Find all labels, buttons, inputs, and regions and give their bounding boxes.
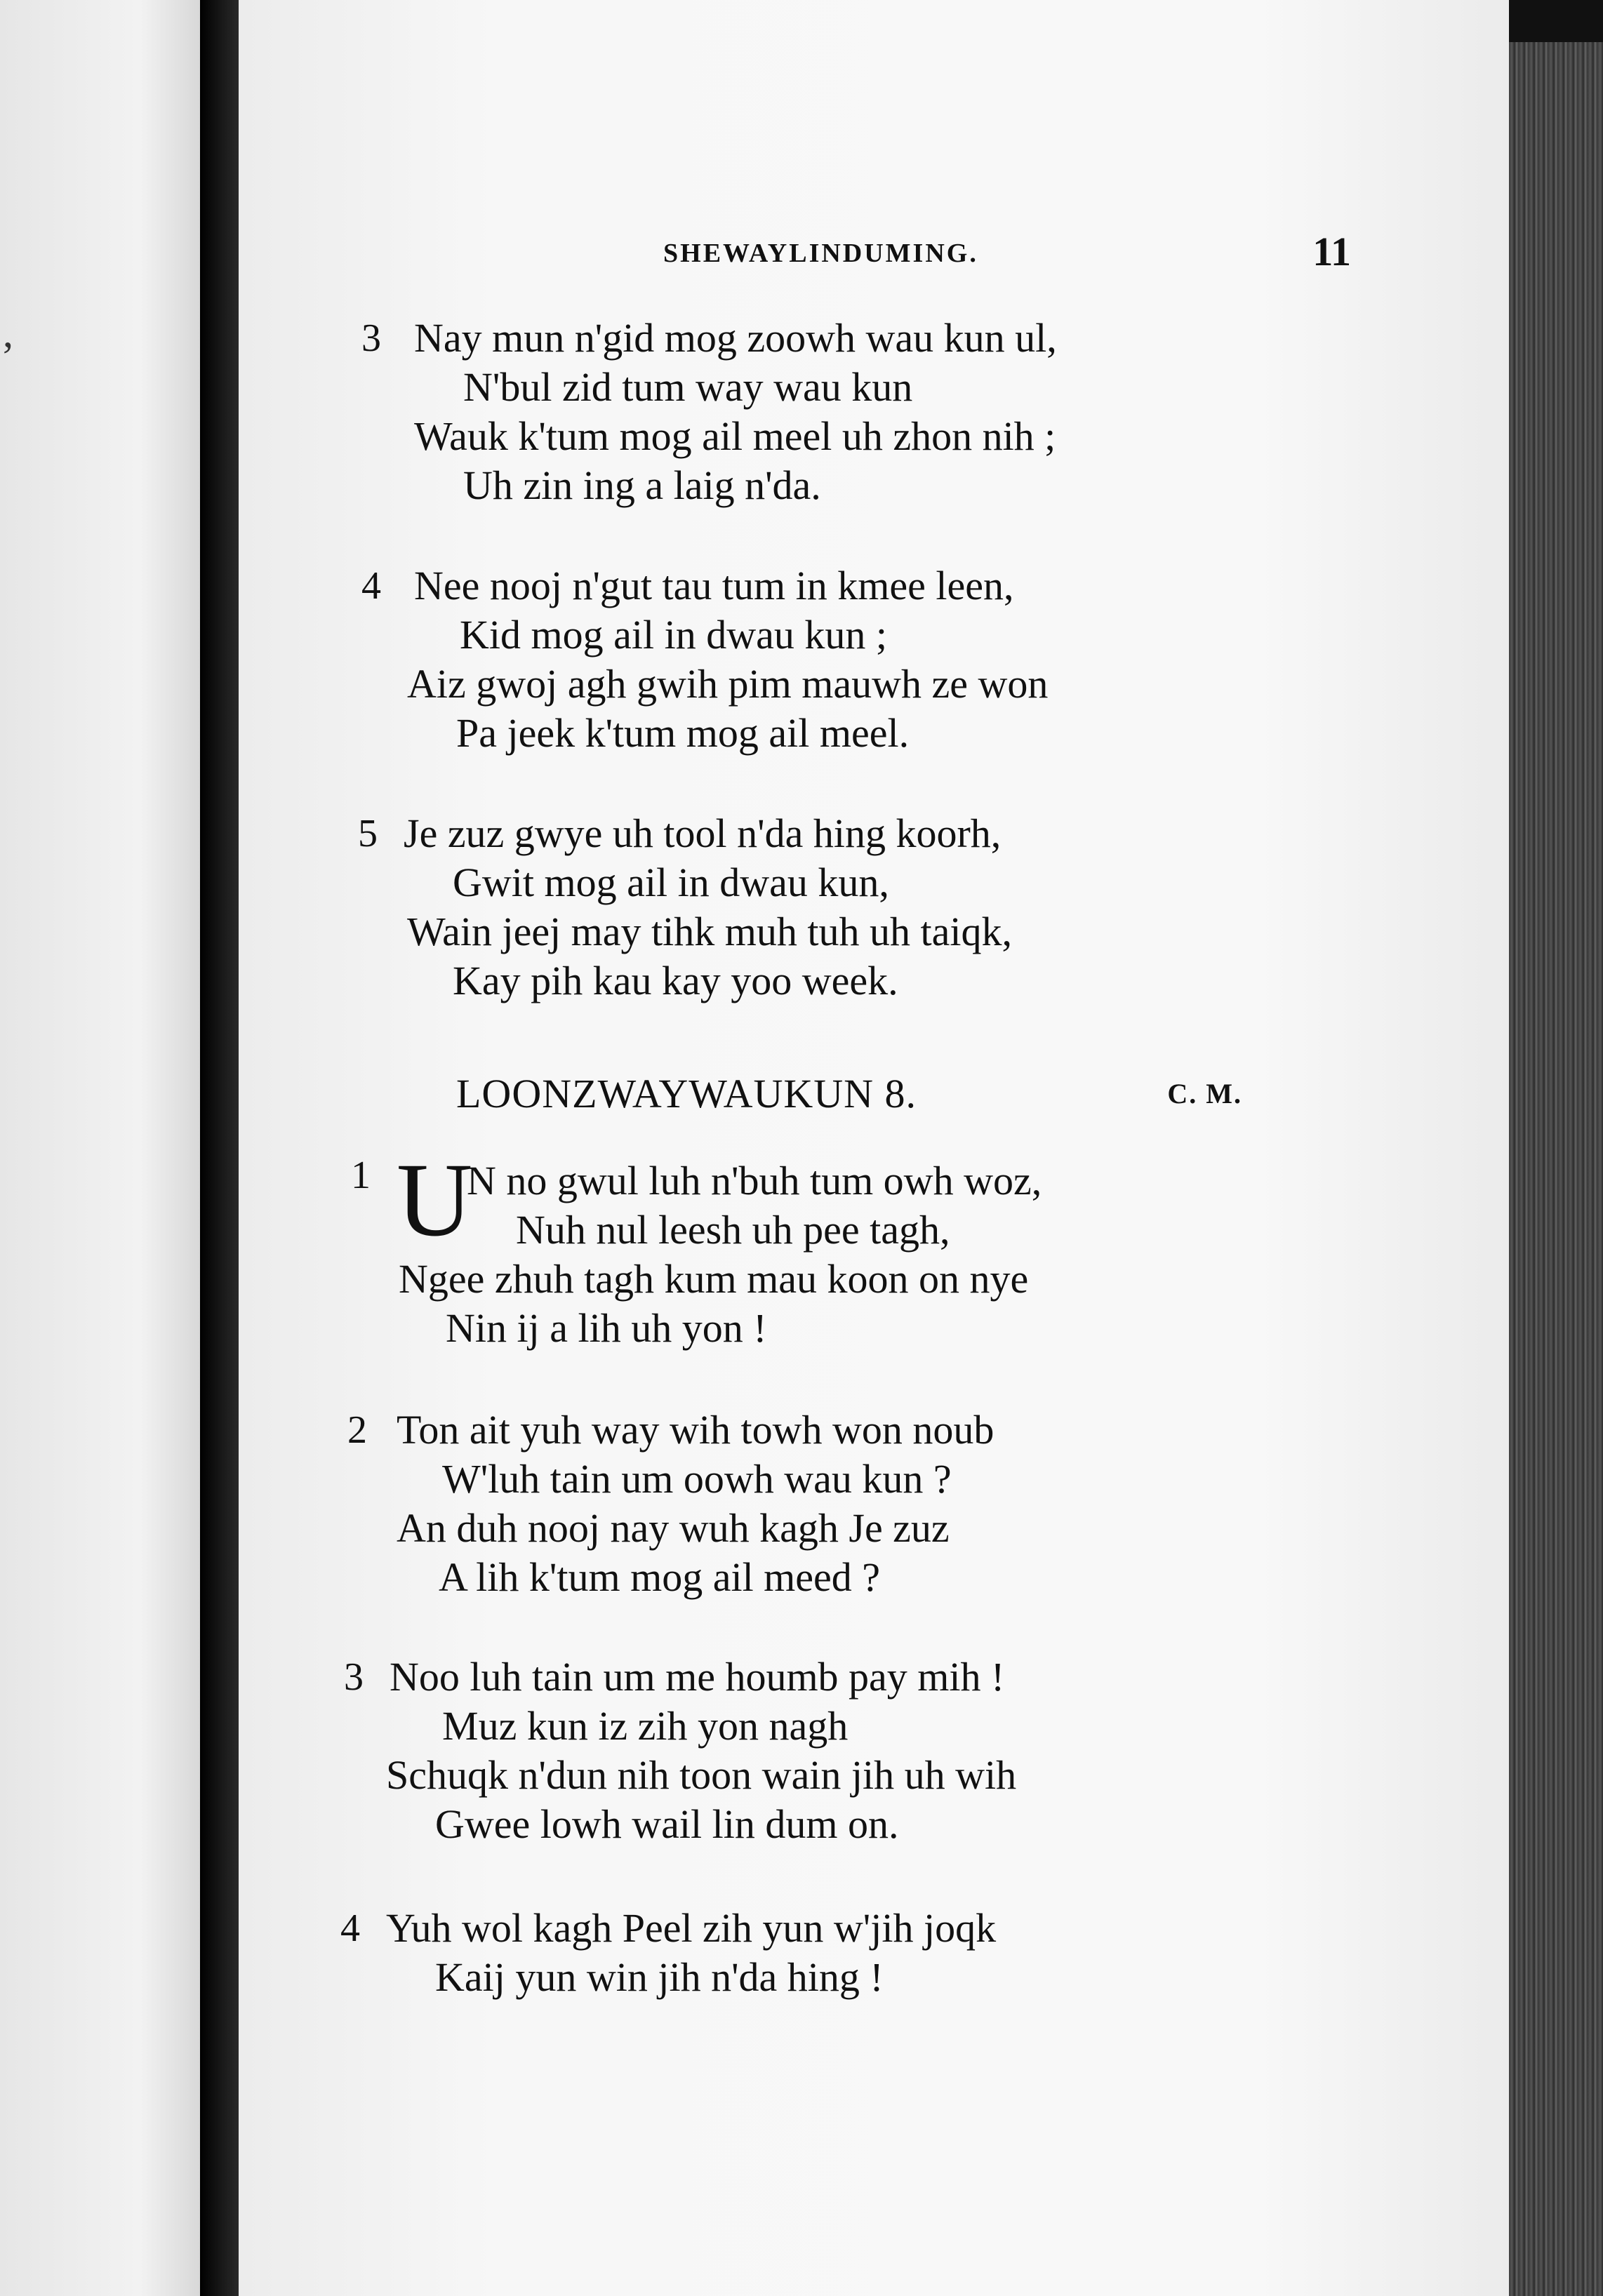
verse-line: Gwee lowh wail lin dum on.: [435, 1801, 899, 1847]
verse-line: N'bul zid tum way wau kun: [463, 364, 913, 410]
verse-line: An duh nooj nay wuh kagh Je zuz: [397, 1505, 950, 1551]
verse-line: Je zuz gwye uh tool n'da hing koorh,: [404, 810, 1002, 856]
verse-line: Aiz gwoj agh gwih pim mauwh ze won: [407, 661, 1049, 707]
verse-line: Kay pih kau kay yoo week.: [453, 958, 898, 1003]
page-edges: [1509, 42, 1603, 2296]
verse-line: Gwit mog ail in dwau kun,: [453, 860, 889, 905]
hymn-name: LOONZWAYWAUKUN 8.: [456, 1071, 917, 1116]
verse-line: Pa jeek k'tum mog ail meel.: [456, 710, 910, 756]
left-page-mark: ,: [3, 309, 13, 356]
page-edge-top: [1509, 0, 1603, 42]
verse-line: N no gwul luh n'buh tum owh woz,: [467, 1158, 1042, 1203]
verse-number: 4: [361, 564, 381, 608]
verse-line: Nay mun n'gid mog zoowh wau kun ul,: [414, 315, 1057, 361]
verse-number: 1: [351, 1154, 371, 1197]
verse-number: 3: [344, 1655, 364, 1699]
verse-line: A lih k'tum mog ail meed ?: [439, 1554, 881, 1600]
verse-line: W'luh tain um oowh wau kun ?: [442, 1456, 952, 1502]
verse-line: Kid mog ail in dwau kun ;: [460, 612, 887, 658]
running-title: SHEWAYLINDUMING.: [663, 239, 978, 268]
verse-number: 3: [361, 316, 381, 360]
verse-line: Nin ij a lih uh yon !: [446, 1305, 767, 1351]
book-binding: [200, 0, 239, 2296]
hymn-meter: C. M.: [1167, 1078, 1242, 1109]
verse-line: Wain jeej may tihk muh tuh uh taiqk,: [407, 909, 1012, 954]
verse-number: 5: [358, 812, 378, 855]
verse-line: Wauk k'tum mog ail meel uh zhon nih ;: [414, 413, 1056, 459]
verse-number: 4: [340, 1907, 360, 1950]
verse-line: Yuh wol kagh Peel zih yun w'jih joqk: [386, 1905, 997, 1951]
verse-line: Schuqk n'dun nih toon wain jih uh wih: [386, 1752, 1017, 1798]
page-number: 11: [1312, 229, 1351, 274]
verse-line: Nee nooj n'gut tau tum in kmee leen,: [414, 563, 1014, 608]
drop-cap: U: [397, 1142, 473, 1258]
page-header: [663, 228, 1351, 277]
verse-line: Nuh nul leesh uh pee tagh,: [516, 1207, 950, 1253]
verse-line: Ngee zhuh tagh kum mau koon on nye: [399, 1256, 1029, 1302]
verse-line: Uh zin ing a laig n'da.: [463, 462, 821, 508]
left-page-margin: [0, 0, 200, 2296]
verse-line: Noo luh tain um me houmb pay mih !: [390, 1654, 1005, 1700]
verse-line: Muz kun iz zih yon nagh: [442, 1703, 849, 1749]
hymn-title: [456, 1070, 1242, 1117]
verse-number: 2: [347, 1408, 367, 1452]
verse-line: Ton ait yuh way wih towh won noub: [397, 1407, 995, 1453]
verse-line: Kaij yun win jih n'da hing !: [435, 1954, 884, 2000]
